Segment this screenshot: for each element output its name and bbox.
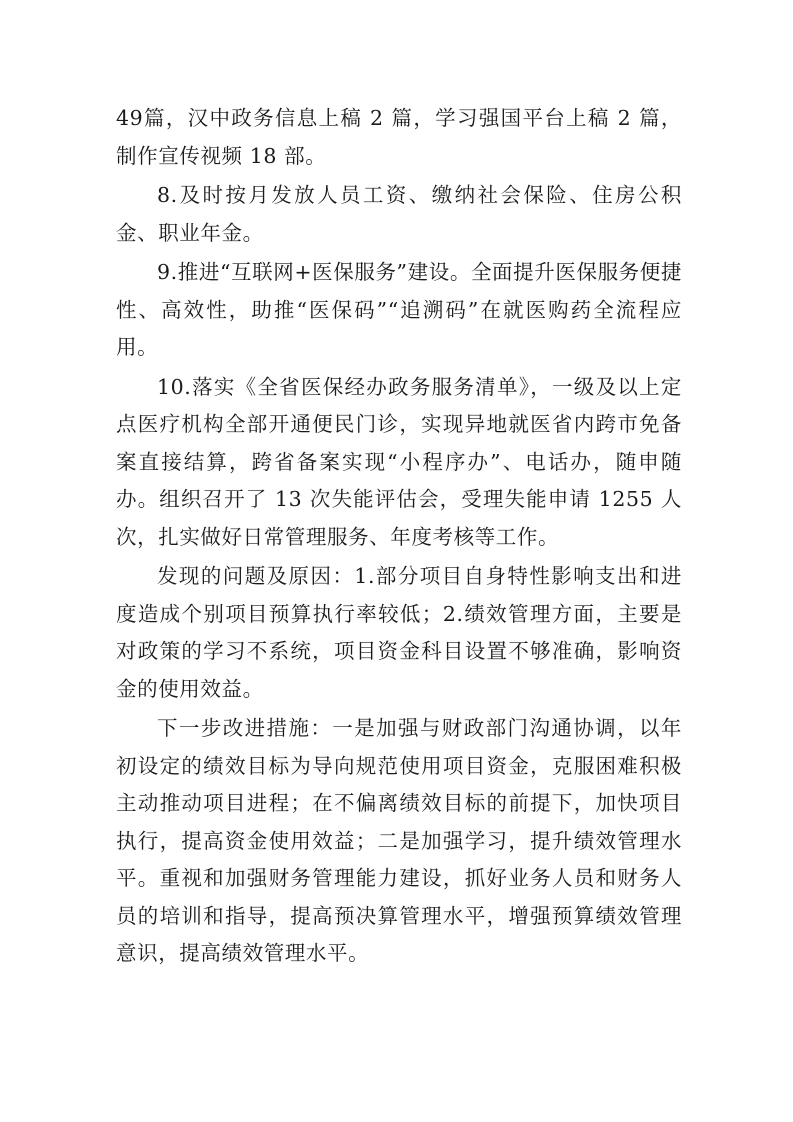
- paragraph-measures: 下一步改进措施：一是加强与财政部门沟通协调，以年初设定的绩效目标为导向规范使用项目资金，克服困难积极主动推动项目进程；在不偏离绩效目标的前提下，加快项目执行，提高资金使用效益；二是加强学习，提升绩效管理水平。重视和加强财务管理能力建设，抓好业务人员和财务人员的培训和指导，提高预决算管理水平，增强预算绩效管理意识，提高绩效管理水平。: [116, 716, 682, 965]
- paragraph-problems: 发现的问题及原因：1.部分项目自身特性影响支出和进度造成个别项目预算执行率较低；2.绩效管理方面，主要是对政策的学习不系统，项目资金科目设置不够准确，影响资金的使用效益。: [116, 564, 682, 701]
- paragraph-continuation: 49篇，汉中政务信息上稿 2 篇，学习强国平台上稿 2 篇，制作宣传视频 18 部。: [116, 106, 682, 168]
- body-text: [116, 100, 682, 973]
- paragraph-item-8: 8.及时按月发放人员工资、缴纳社会保险、住房公积金、职业年金。: [116, 183, 682, 245]
- paragraph-item-10: 10.落实《全省医保经办政务服务清单》，一级及以上定点医疗机构全部开通便民门诊，实现异地就医省内跨市免备案直接结算，跨省备案实现“小程序办”、电话办，随申随办。组织召开了 13 次失能评估会，受理失能申请 1255 人次，扎实做好日常管理服务、年度考核等工作。: [116, 374, 682, 549]
- paragraph-item-9: 9.推进“互联网+医保服务”建设。全面提升医保服务便捷性、高效性，助推“医保码”“追溯码”在就医购药全流程应用。: [116, 260, 682, 359]
